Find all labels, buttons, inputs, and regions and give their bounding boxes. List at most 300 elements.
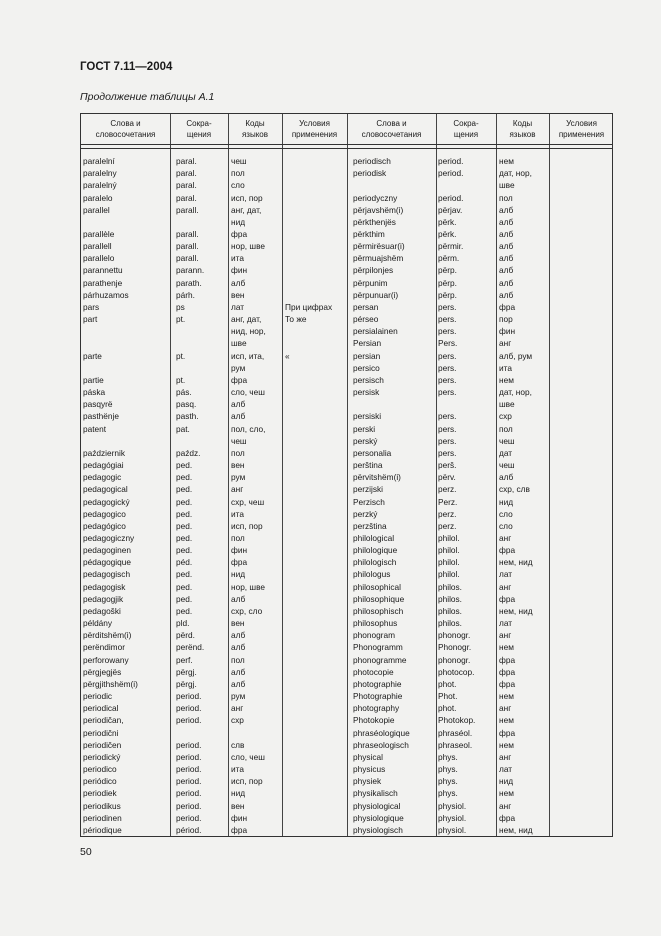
cell-lang-left: алб — [231, 411, 246, 422]
cell-abbr-right: përp. — [438, 265, 457, 276]
table-row — [81, 447, 612, 459]
cell-word-right: pérseo — [353, 314, 379, 325]
abbreviation-table — [80, 113, 613, 837]
cell-lang-left: нид — [231, 216, 246, 227]
cell-lang-left: фин — [231, 812, 248, 823]
cell-lang-left: сло, чеш — [231, 387, 265, 397]
cell-abbr-left: ped. — [176, 569, 193, 580]
cell-word-right: phonogram — [353, 630, 395, 641]
cell-abbr-right: phys. — [438, 751, 458, 762]
cell-lang-right: фра — [499, 545, 516, 556]
cell-lang-right: дат, нор, — [499, 387, 532, 397]
cell-word-left: pedagogjik — [83, 593, 124, 604]
table-row — [81, 155, 612, 167]
cell-word-left: pedagogisk — [83, 581, 126, 592]
table-row — [81, 496, 612, 508]
cell-lang-right: нем — [499, 715, 514, 726]
cell-abbr-left: ped. — [176, 484, 193, 495]
cell-abbr-left: period. — [176, 691, 202, 701]
cell-lang-right: нем, нид — [499, 824, 533, 835]
cell-word-right: phonogramme — [353, 654, 407, 665]
cell-abbr-left: ps — [176, 301, 185, 312]
cell-lang-right: нем — [499, 374, 514, 385]
cell-abbr-right: phys. — [438, 764, 458, 774]
cell-word-right: periodisk — [353, 168, 387, 179]
cell-word-left: periodični — [83, 727, 119, 738]
cell-lang-right: пол — [499, 192, 513, 203]
cell-word-right: përvitshëm(i) — [353, 472, 401, 483]
cell-word-left: periódico — [83, 776, 117, 787]
table-row — [81, 410, 612, 422]
cell-abbr-left: parall. — [176, 253, 199, 264]
table-row — [81, 337, 612, 349]
cell-lang-right: шве — [499, 180, 515, 191]
cell-word-right: philologisch — [353, 557, 397, 568]
cell-abbr-right: përp. — [438, 277, 457, 288]
cell-word-left: periodico — [83, 764, 117, 774]
cell-word-left: parallell — [83, 241, 112, 252]
header-conditions-right: Условия применения — [558, 119, 605, 139]
cell-abbr-left: përgj. — [176, 678, 197, 689]
cell-lang-right: нем — [499, 691, 514, 701]
cell-lang-left: нид — [231, 569, 246, 580]
table-row — [81, 641, 612, 653]
cell-lang-right: анг — [499, 630, 512, 641]
cell-lang-right: анг — [499, 751, 512, 762]
cell-lang-left: схр — [231, 715, 244, 726]
cell-lang-right: фра — [499, 727, 516, 738]
cell-abbr-right: philol. — [438, 545, 460, 556]
cell-word-left: pedagógiai — [83, 460, 124, 470]
cell-abbr-right: pers. — [438, 423, 457, 434]
cell-word-right: Phonogramm — [353, 642, 403, 653]
cell-abbr-right: Photokop. — [438, 715, 476, 726]
header-words-left: Слова и словосочетания — [95, 119, 156, 139]
cell-word-left: periodikus — [83, 800, 121, 811]
table-row — [81, 751, 612, 763]
cell-word-right: philologus — [353, 569, 391, 580]
table-row — [81, 824, 612, 836]
cell-abbr-right: pers. — [438, 301, 457, 312]
cell-abbr-left: perënd. — [176, 642, 205, 653]
cell-lang-left: алб — [231, 277, 246, 288]
cell-lang-left: ита — [231, 253, 244, 264]
cell-word-left: pédagogique — [83, 557, 131, 568]
table-row — [81, 593, 612, 605]
table-row — [81, 629, 612, 641]
table-row — [81, 739, 612, 751]
cell-abbr-left: parall. — [176, 229, 199, 239]
cell-abbr-left: përgj. — [176, 666, 197, 677]
cell-lang-left: нид, нор, — [231, 326, 266, 337]
cell-lang-left: нор, шве — [231, 241, 266, 252]
cell-word-left: parte — [83, 350, 102, 361]
header-abbr-left: Сокра- щения — [186, 119, 212, 139]
table-row — [81, 386, 612, 398]
cell-lang-right: нем, нид — [499, 605, 533, 616]
cell-abbr-left: period. — [176, 788, 202, 799]
cell-abbr-left: pasq. — [176, 399, 197, 410]
header-words-right: Слова и словосочетания — [361, 119, 422, 139]
cell-lang-left: сло — [231, 180, 245, 191]
cell-word-left: październik — [83, 447, 125, 458]
table-row — [81, 240, 612, 252]
table-row — [81, 313, 612, 325]
cell-lang-left: исп, пор — [231, 520, 263, 531]
cell-abbr-left: pasth. — [176, 411, 199, 422]
cell-lang-left: пол — [231, 654, 245, 665]
cell-abbr-left: pás. — [176, 387, 192, 397]
table-row — [81, 423, 612, 435]
cell-abbr-right: përjav. — [438, 204, 463, 215]
cell-abbr-right: physiol. — [438, 800, 467, 811]
cell-lang-right: нем — [499, 642, 514, 653]
cell-word-left: pedagogiczny — [83, 533, 135, 543]
table-row — [81, 654, 612, 666]
table-row — [81, 702, 612, 714]
cell-abbr-left: period. — [176, 703, 202, 714]
cell-lang-right: фин — [499, 326, 516, 337]
cell-word-left: periodičen — [83, 739, 122, 750]
cell-word-left: parallèle — [83, 229, 115, 239]
cell-word-right: photocopie — [353, 666, 394, 677]
cell-word-left: páska — [83, 387, 106, 397]
cell-lang-left: исп, пор — [231, 192, 263, 203]
table-row — [81, 398, 612, 410]
cell-lang-left: пол — [231, 447, 245, 458]
cell-lang-left: вен — [231, 289, 245, 300]
cell-abbr-left: pat. — [176, 423, 190, 434]
cell-word-right: Perzisch — [353, 496, 385, 507]
cell-lang-left: слв — [231, 739, 245, 750]
cell-lang-right: нем, нид — [499, 557, 533, 568]
cell-lang-right: анг — [499, 338, 512, 349]
cell-lang-left: шве — [231, 338, 247, 349]
table-row — [81, 216, 612, 228]
cell-word-left: paralelny — [83, 168, 117, 179]
table-row — [81, 350, 612, 362]
cell-word-left: pedagogic — [83, 472, 122, 483]
cell-abbr-right: phraseol. — [438, 739, 473, 750]
cell-word-right: persan — [353, 301, 379, 312]
cell-word-left: periodic — [83, 691, 113, 701]
cell-abbr-right: philos. — [438, 605, 462, 616]
cell-lang-right: фра — [499, 654, 516, 665]
cell-abbr-right: phot. — [438, 703, 457, 714]
cell-lang-left: фра — [231, 824, 248, 835]
cell-lang-left: алб — [231, 593, 246, 604]
cell-lang-right: ита — [499, 362, 512, 373]
cell-lang-left: анг, дат, — [231, 204, 262, 215]
cell-lang-right: сло — [499, 520, 513, 531]
table-caption: Продолжение таблицы А.1 — [80, 91, 215, 103]
cell-abbr-right: perz. — [438, 484, 457, 495]
cell-abbr-right: pers. — [438, 326, 457, 337]
table-row — [81, 544, 612, 556]
cell-lang-right: алб — [499, 265, 514, 276]
cell-lang-right: шве — [499, 399, 515, 410]
cell-word-right: Photographie — [353, 691, 403, 701]
cell-lang-right: алб — [499, 472, 514, 483]
cell-abbr-left: pt. — [176, 350, 186, 361]
cell-word-right: përpunim — [353, 277, 388, 288]
cell-abbr-right: përv. — [438, 472, 456, 483]
cell-abbr-left: périod. — [176, 824, 202, 835]
cell-condition-left: То же — [285, 314, 307, 325]
cell-abbr-left: pt. — [176, 374, 186, 385]
cell-lang-right: анг — [499, 800, 512, 811]
cell-word-right: philosophisch — [353, 605, 404, 616]
cell-word-left: periodiek — [83, 788, 117, 799]
cell-word-left: paralelní — [83, 156, 115, 166]
cell-word-right: periodisch — [353, 156, 391, 166]
cell-abbr-left: ped. — [176, 593, 193, 604]
table-row — [81, 459, 612, 471]
cell-abbr-left: përd. — [176, 630, 195, 641]
cell-lang-right: алб — [499, 229, 514, 239]
table-row — [81, 167, 612, 179]
table-row — [81, 289, 612, 301]
cell-lang-left: вен — [231, 460, 245, 470]
table-row — [81, 471, 612, 483]
cell-word-left: periodinen — [83, 812, 122, 823]
cell-lang-right: алб — [499, 204, 514, 215]
cell-abbr-right: phot. — [438, 678, 457, 689]
cell-abbr-right: period. — [438, 156, 464, 166]
table-row — [81, 435, 612, 447]
cell-abbr-right: philol. — [438, 569, 460, 580]
cell-word-right: physikalisch — [353, 788, 398, 799]
cell-word-left: përditshëm(i) — [83, 630, 132, 641]
cell-word-right: persisch — [353, 374, 384, 385]
table-row — [81, 617, 612, 629]
cell-lang-right: фра — [499, 301, 516, 312]
cell-abbr-left: péd. — [176, 557, 193, 568]
cell-abbr-left: ped. — [176, 520, 193, 531]
cell-abbr-right: perš. — [438, 460, 457, 470]
cell-abbr-right: pers. — [438, 387, 457, 397]
table-row — [81, 568, 612, 580]
cell-lang-right: сло — [499, 508, 513, 519]
cell-lang-left: ита — [231, 508, 244, 519]
cell-word-right: përmuajshëm — [353, 253, 404, 264]
cell-lang-left: фин — [231, 265, 248, 276]
cell-lang-left: сло, чеш — [231, 751, 265, 762]
cell-lang-left: рум — [231, 362, 246, 373]
cell-lang-right: пор — [499, 314, 513, 325]
cell-abbr-left: ped. — [176, 533, 193, 543]
cell-lang-right: дат — [499, 447, 513, 458]
cell-abbr-right: perz. — [438, 508, 457, 519]
cell-abbr-right: phys. — [438, 776, 458, 787]
cell-abbr-right: philol. — [438, 533, 460, 543]
cell-abbr-left: parall. — [176, 241, 199, 252]
cell-abbr-left: pt. — [176, 314, 186, 325]
cell-lang-right: схр — [499, 411, 512, 422]
cell-lang-right: дат, нор, — [499, 168, 532, 179]
cell-word-right: physiological — [353, 800, 401, 811]
cell-lang-left: фра — [231, 557, 248, 568]
cell-word-left: partie — [83, 374, 104, 385]
cell-word-left: parannettu — [83, 265, 123, 276]
cell-lang-right: пол — [499, 423, 513, 434]
cell-word-left: pedagógico — [83, 520, 126, 531]
cell-word-right: përmirësuar(i) — [353, 241, 405, 252]
table-row — [81, 787, 612, 799]
cell-abbr-left: period. — [176, 812, 202, 823]
cell-abbr-left: pld. — [176, 618, 190, 629]
cell-abbr-right: period. — [438, 168, 464, 179]
cell-word-left: pedagoški — [83, 605, 121, 616]
header-separator — [81, 144, 612, 145]
cell-abbr-right: phraséol. — [438, 727, 473, 738]
cell-abbr-right: Perz. — [438, 496, 458, 507]
cell-lang-right: лат — [499, 764, 513, 774]
cell-abbr-right: pers. — [438, 350, 457, 361]
cell-word-right: physiek — [353, 776, 382, 787]
table-row — [81, 192, 612, 204]
cell-lang-left: пол, сло, — [231, 423, 266, 434]
document-code: ГОСТ 7.11—2004 — [80, 61, 173, 73]
cell-word-right: photographie — [353, 678, 402, 689]
cell-abbr-left: ped. — [176, 605, 193, 616]
cell-lang-right: анг — [499, 533, 512, 543]
table-row — [81, 374, 612, 386]
cell-word-right: perzština — [353, 520, 387, 531]
cell-abbr-right: pers. — [438, 411, 457, 422]
header-codes-right: Коды языков — [509, 119, 536, 139]
table-row — [81, 264, 612, 276]
cell-lang-right: нем — [499, 156, 514, 166]
table-row — [81, 301, 612, 313]
cell-word-left: përgjegjës — [83, 666, 122, 677]
cell-abbr-left: ped. — [176, 460, 193, 470]
cell-lang-left: алб — [231, 678, 246, 689]
table-row — [81, 714, 612, 726]
table-row — [81, 362, 612, 374]
cell-lang-left: анг — [231, 484, 244, 495]
cell-word-right: perski — [353, 423, 376, 434]
cell-lang-left: фра — [231, 374, 248, 385]
cell-lang-left: алб — [231, 642, 246, 653]
cell-abbr-left: period. — [176, 800, 202, 811]
cell-abbr-left: parann. — [176, 265, 205, 276]
cell-lang-left: пол — [231, 168, 245, 179]
cell-abbr-left: period. — [176, 764, 202, 774]
cell-lang-right: фра — [499, 812, 516, 823]
cell-word-right: physiologisch — [353, 824, 403, 835]
cell-abbr-left: ped. — [176, 545, 193, 556]
header-abbr-right: Сокра- щения — [453, 119, 479, 139]
cell-condition-left: « — [285, 350, 290, 361]
table-row — [81, 179, 612, 191]
cell-word-right: persico — [353, 362, 380, 373]
cell-lang-right: лат — [499, 618, 513, 629]
cell-lang-left: вен — [231, 618, 245, 629]
cell-word-right: perština — [353, 460, 383, 470]
cell-abbr-right: phonogr. — [438, 654, 471, 665]
cell-word-right: physical — [353, 751, 383, 762]
cell-abbr-left: parath. — [176, 277, 202, 288]
page-number: 50 — [80, 846, 92, 858]
table-row — [81, 800, 612, 812]
cell-word-right: Photokopie — [353, 715, 395, 726]
table-row — [81, 228, 612, 240]
cell-lang-right: фра — [499, 666, 516, 677]
table-row — [81, 690, 612, 702]
cell-lang-left: схр, чеш — [231, 496, 265, 507]
cell-word-left: pedagogisch — [83, 569, 131, 580]
cell-abbr-right: pers. — [438, 447, 457, 458]
cell-lang-right: нем — [499, 788, 514, 799]
cell-word-right: persiski — [353, 411, 382, 422]
cell-word-left: példány — [83, 618, 113, 629]
cell-abbr-left: paral. — [176, 168, 197, 179]
cell-abbr-left: ped. — [176, 581, 193, 592]
cell-abbr-left: ped. — [176, 496, 193, 507]
cell-abbr-left: paźdz. — [176, 447, 201, 458]
cell-abbr-right: përm. — [438, 253, 460, 264]
cell-word-left: paralelný — [83, 180, 117, 191]
cell-abbr-left: period. — [176, 776, 202, 787]
cell-word-right: perzký — [353, 508, 378, 519]
cell-lang-left: исп, ита, — [231, 350, 265, 361]
cell-word-left: perforowany — [83, 654, 129, 665]
cell-lang-right: алб — [499, 241, 514, 252]
cell-lang-right: анг — [499, 703, 512, 714]
cell-lang-left: нид — [231, 788, 246, 799]
cell-abbr-left: paral. — [176, 192, 197, 203]
cell-abbr-left: perf. — [176, 654, 193, 665]
cell-lang-right: чеш — [499, 435, 515, 446]
cell-lang-left: пол — [231, 533, 245, 543]
cell-word-left: parathenje — [83, 277, 123, 288]
header-codes-left: Коды языков — [241, 119, 269, 139]
cell-lang-right: нид — [499, 496, 514, 507]
cell-abbr-right: Pers. — [438, 338, 458, 349]
cell-abbr-right: phys. — [438, 788, 458, 799]
cell-abbr-left: period. — [176, 739, 202, 750]
cell-lang-left: фин — [231, 545, 248, 556]
header-conditions-left: Условия применения — [291, 119, 338, 139]
cell-word-right: përpunuar(i) — [353, 289, 399, 300]
cell-abbr-right: pers. — [438, 314, 457, 325]
cell-lang-left: нор, шве — [231, 581, 266, 592]
table-row — [81, 277, 612, 289]
table-row — [81, 520, 612, 532]
cell-lang-right: алб — [499, 253, 514, 264]
cell-abbr-left: párh. — [176, 289, 195, 300]
cell-word-left: përgjithshëm(i) — [83, 678, 138, 689]
cell-abbr-left: paral. — [176, 180, 197, 191]
cell-abbr-left: ped. — [176, 472, 193, 483]
cell-abbr-right: philos. — [438, 593, 462, 604]
cell-word-right: perzijski — [353, 484, 383, 495]
table-row — [81, 508, 612, 520]
table-row — [81, 581, 612, 593]
table-row — [81, 483, 612, 495]
cell-lang-right: чеш — [499, 460, 515, 470]
cell-word-left: párhuzamos — [83, 289, 129, 300]
cell-lang-left: рум — [231, 691, 246, 701]
table-row — [81, 678, 612, 690]
cell-word-right: phraseologisch — [353, 739, 409, 750]
cell-word-left: parallel — [83, 204, 110, 215]
cell-word-right: photography — [353, 703, 400, 714]
cell-lang-left: чеш — [231, 435, 247, 446]
cell-lang-left: исп, пор — [231, 776, 263, 787]
cell-word-right: perský — [353, 435, 378, 446]
